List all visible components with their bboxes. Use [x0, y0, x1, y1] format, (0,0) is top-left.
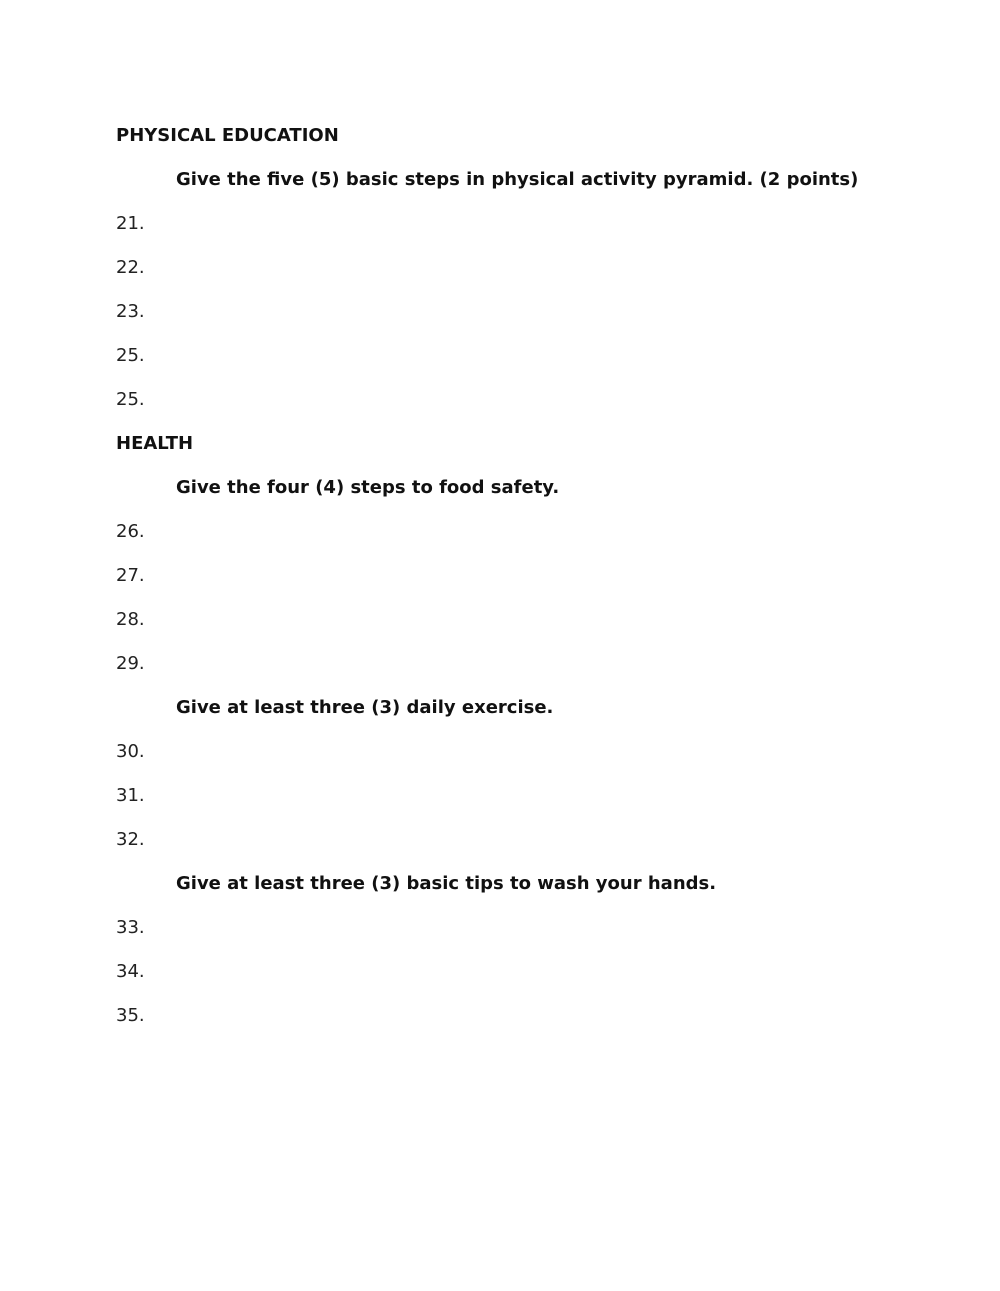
- answer-line-28: 28.: [116, 609, 145, 630]
- answer-line-26: 26.: [116, 521, 145, 542]
- question-pyramid-steps: Give the five (5) basic steps in physical activity pyramid. (2 points): [176, 169, 859, 190]
- answer-line-35: 35.: [116, 1005, 145, 1026]
- answer-line-25a: 25.: [116, 345, 145, 366]
- answer-line-30: 30.: [116, 741, 145, 762]
- answer-line-21: 21.: [116, 213, 145, 234]
- answer-line-22: 22.: [116, 257, 145, 278]
- answer-line-27: 27.: [116, 565, 145, 586]
- answer-line-23: 23.: [116, 301, 145, 322]
- section-heading-health: HEALTH: [116, 433, 194, 454]
- answer-line-29: 29.: [116, 653, 145, 674]
- answer-line-33: 33.: [116, 917, 145, 938]
- answer-line-25b: 25.: [116, 389, 145, 410]
- answer-line-31: 31.: [116, 785, 145, 806]
- section-heading-physical-education: PHYSICAL EDUCATION: [116, 125, 339, 146]
- answer-line-32: 32.: [116, 829, 145, 850]
- question-food-safety: Give the four (4) steps to food safety.: [176, 477, 560, 498]
- answer-line-34: 34.: [116, 961, 145, 982]
- question-hand-washing: Give at least three (3) basic tips to wash your hands.: [176, 873, 717, 894]
- question-daily-exercise: Give at least three (3) daily exercise.: [176, 697, 554, 718]
